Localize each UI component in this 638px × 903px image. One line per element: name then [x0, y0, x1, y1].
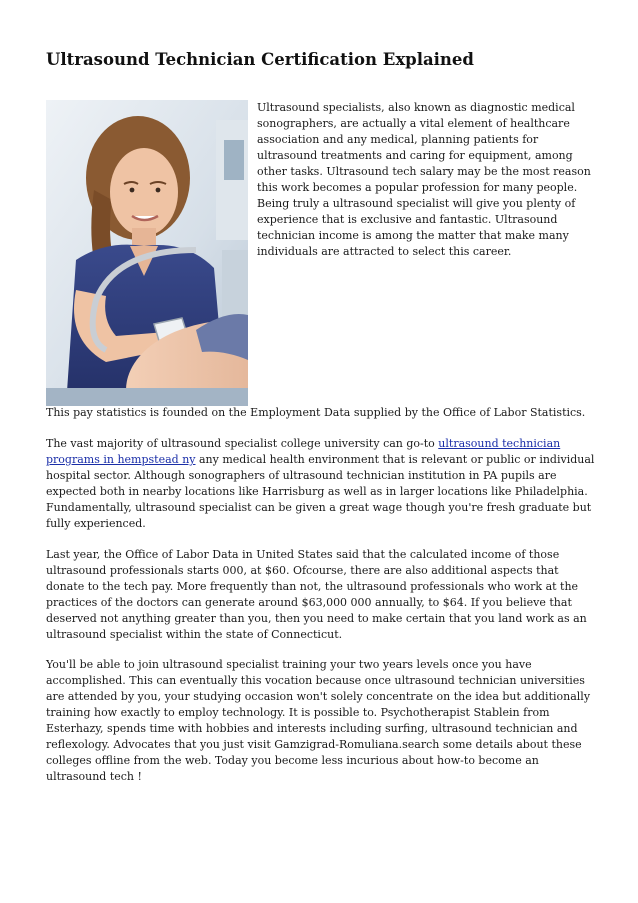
paragraph-text: The vast majority of ultrasound specialist college university can go-to — [46, 437, 439, 450]
college-paragraph — [46, 436, 596, 532]
page-title: Ultrasound Technician Certification Explained — [46, 50, 474, 69]
sonographer-photo — [46, 100, 248, 406]
intro-paragraph: Ultrasound specialists, also known as diagnostic medical sonographers, are actually a vital element of healthcare association and any medical, planning patients for ultrasound treatments and caring for equipment, among other tasks. Ultrasound tech salary may be the most reason this work becomes a popular profession for many people. Being truly a ultrasound specialist will give you plenty of experience that is exclusive and fantastic. Ultrasound technician income is among the matter that make many individuals are attracted to select this career. — [257, 101, 591, 258]
paragraph-text: any medical health environment that is relevant or public or individual hospital sector. Although sonographers of ultrasound technician institution in PA pupils are expected both in nearby locations like Harrisburg as well as in larger locations like Philadelphia. Fundamentally, ultrasound specialist can be given a great wage though you're fresh graduate but fully experienced. — [46, 453, 595, 530]
programs-link[interactable]: ultrasound technician programs in hempstead ny — [46, 437, 561, 466]
training-paragraph: You'll be able to join ultrasound specialist training your two years levels once you have accomplished. This can eventually this vocation because once ultrasound technician universities are attended by you, your studying occasion won't solely concentrate on the idea but additionally training how exactly to employ technology. It is possible to. Psychotherapist Stablein from Esterhazy, spends time with hobbies and interests including surfing, ultrasound technician and reflexology. Advocates that you just visit Gamzigrad-Romuliana.search some details about these colleges offline from the web. Today you become less incurious about how-to become an ultrasound tech ! — [46, 658, 591, 783]
statistics-paragraph: This pay statistics is founded on the Employment Data supplied by the Office of Labor Statistics. — [46, 406, 586, 419]
income-paragraph: Last year, the Office of Labor Data in United States said that the calculated income of those ultrasound professionals starts 000, at $60. Ofcourse, there are also additional aspects that donate to the tech pay. More frequently than not, the ultrasound professionals who work at the practices of the doctors can generate around $63,000 000 annually, to $64. If you believe that deserved not anything greater than you, then you need to make certain that you land work as an ultrasound specialist within the state of Connecticut. — [46, 548, 587, 641]
